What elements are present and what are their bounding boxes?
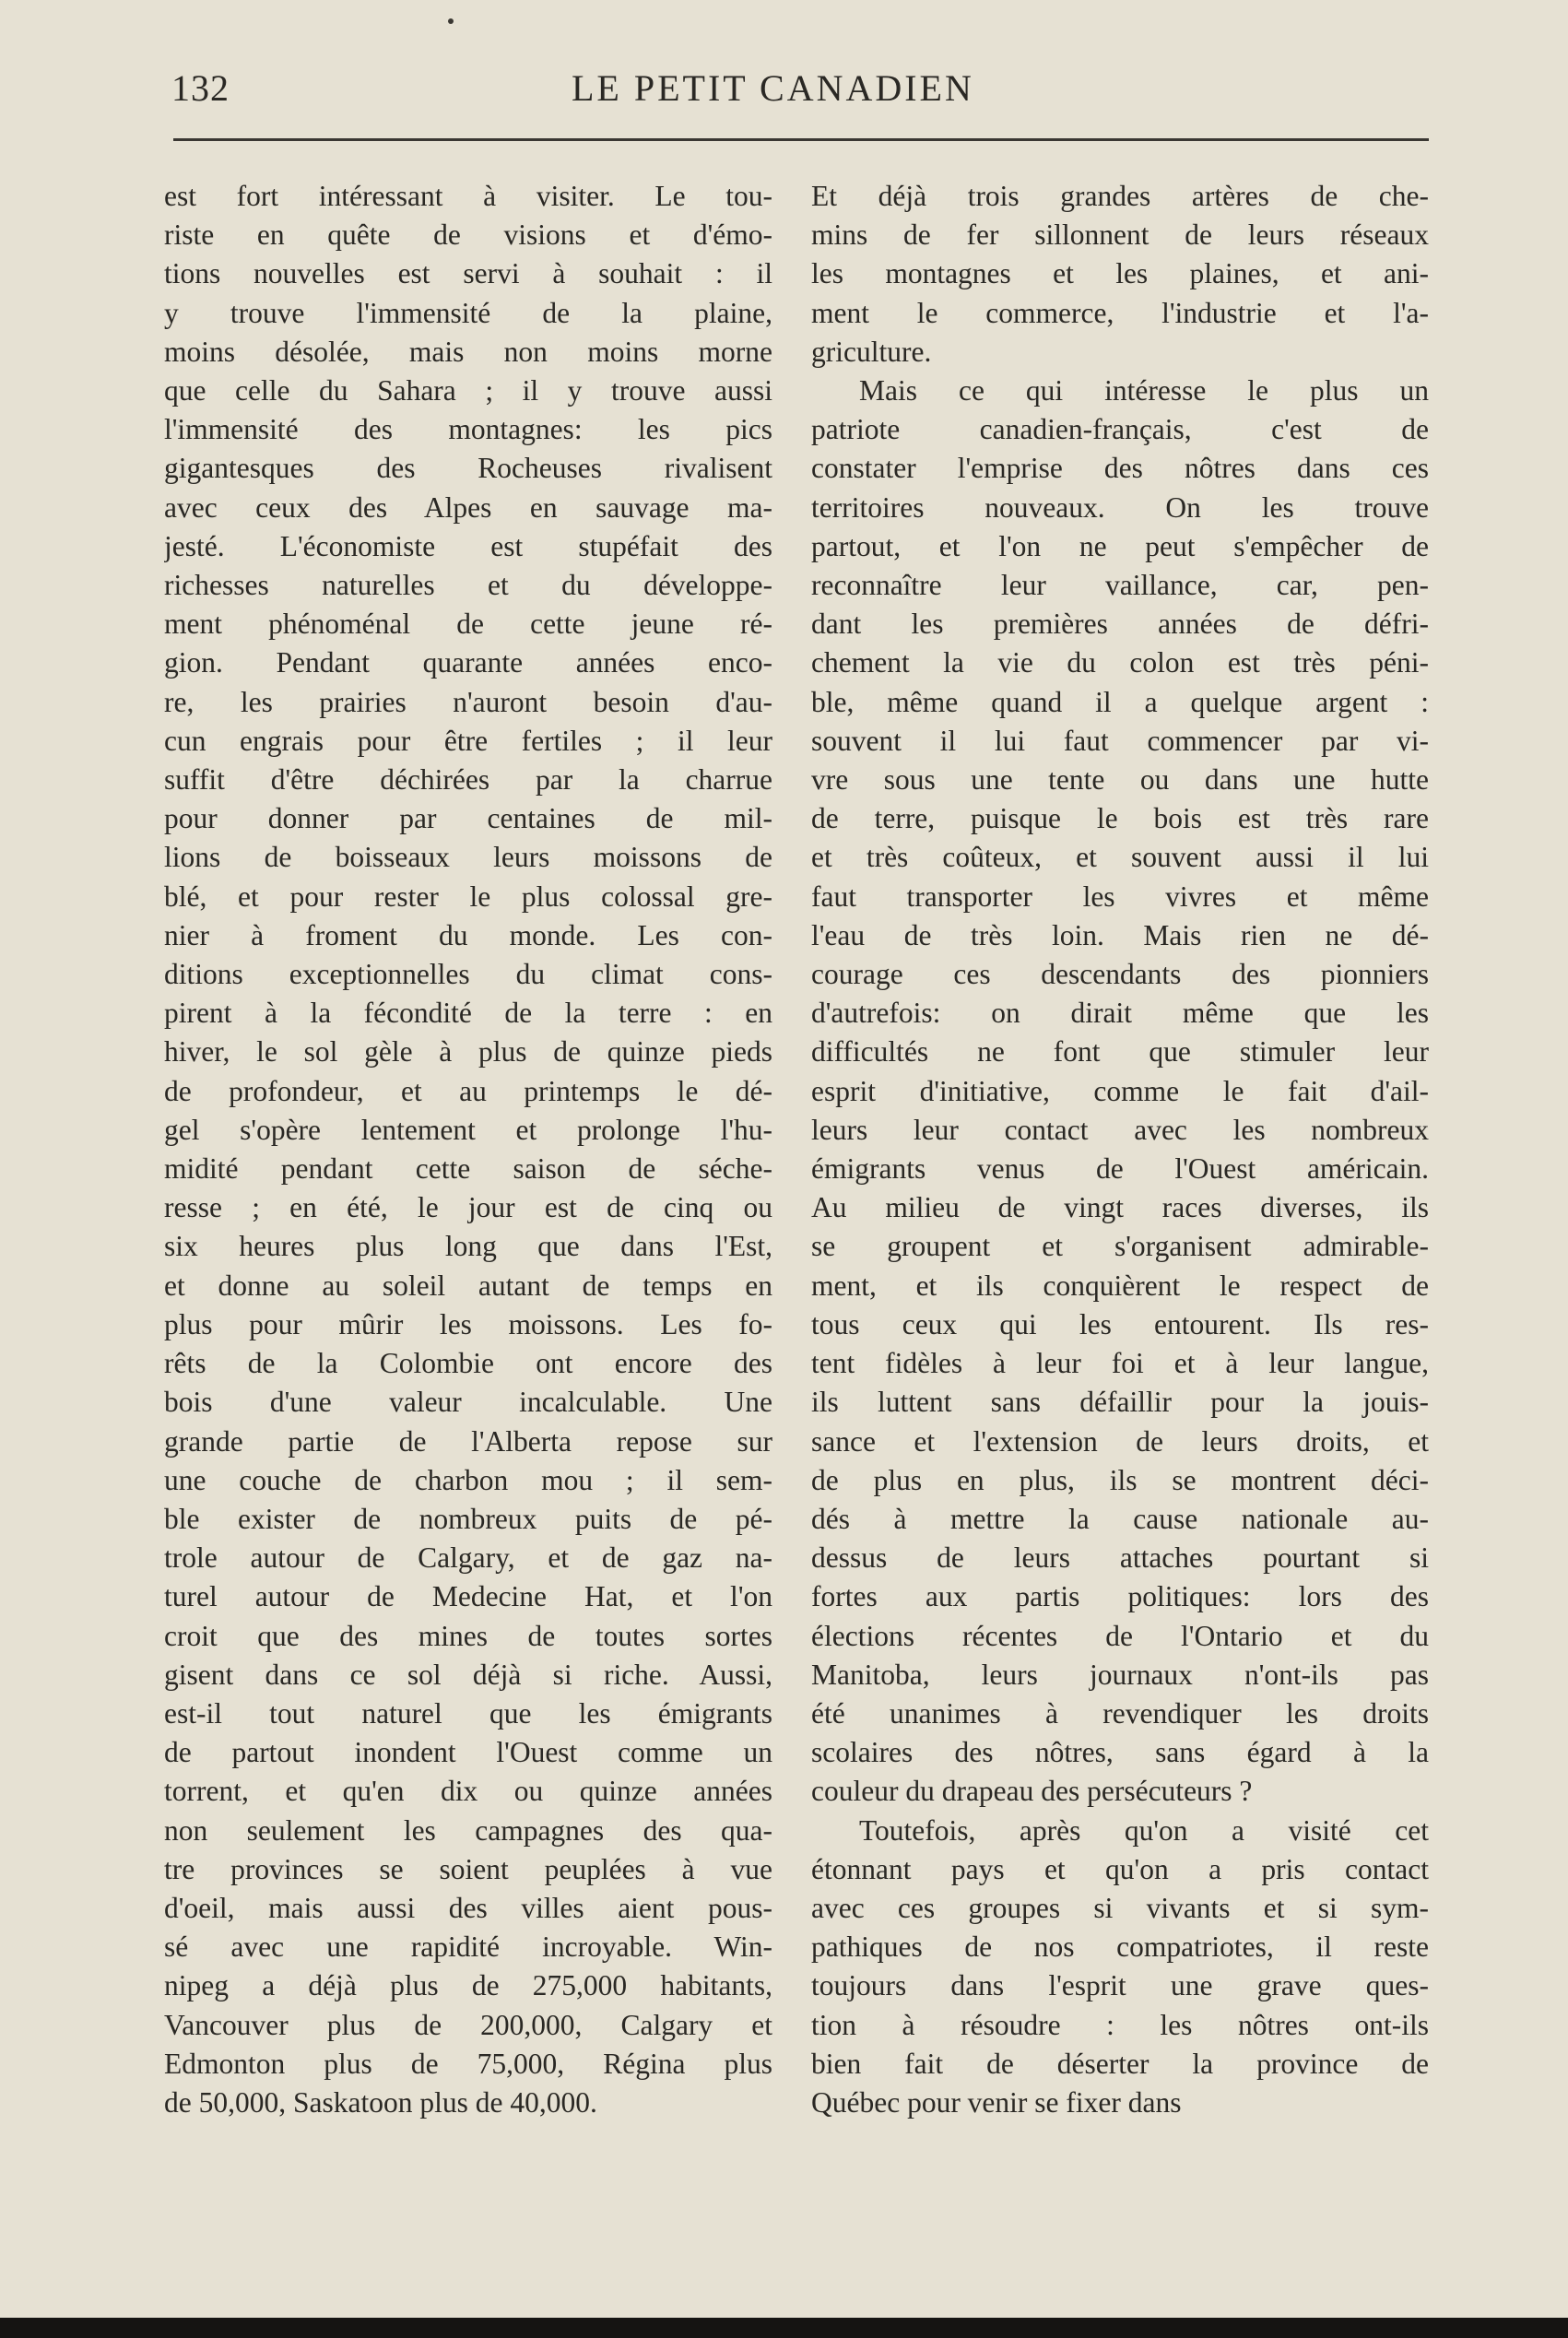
text-line: griculture. xyxy=(811,335,932,368)
text-line: fortes aux partis politiques: lors des xyxy=(811,1580,1429,1613)
text-line: et très coûteux, et souvent aussi il lui xyxy=(811,841,1429,874)
header-rule xyxy=(173,138,1429,141)
text-line: tre provinces se soient peuplées à vue xyxy=(164,1852,772,1885)
text-line: gisent dans ce sol déjà si riche. Aussi, xyxy=(164,1658,772,1691)
text-line: lions de boisseaux leurs moissons de xyxy=(164,841,772,874)
text-line: se groupent et s'organisent admirable- xyxy=(811,1230,1429,1263)
text-line: tion à résoudre : les nôtres ont-ils xyxy=(811,2008,1429,2041)
text-line: l'immensité des montagnes: les pics xyxy=(164,413,772,446)
text-line: trole autour de Calgary, et de gaz na- xyxy=(164,1541,772,1575)
text-line: patriote canadien-français, c'est de xyxy=(811,413,1429,446)
text-line: Mais ce qui intéresse le plus un xyxy=(859,374,1429,407)
text-line: non seulement les campagnes des qua- xyxy=(164,1813,772,1847)
text-line: sance et l'extension de leurs droits, et xyxy=(811,1424,1429,1458)
text-line: grande partie de l'Alberta repose sur xyxy=(164,1424,772,1458)
text-line: six heures plus long que dans l'Est, xyxy=(164,1230,772,1263)
text-line: bois d'une valeur incalculable. Une xyxy=(164,1386,772,1419)
text-line: tions nouvelles est servi à souhait : il xyxy=(164,257,772,290)
text-line: gel s'opère lentement et prolonge l'hu- xyxy=(164,1113,772,1146)
text-line: élections récentes de l'Ontario et du xyxy=(811,1619,1429,1652)
text-line: une couche de charbon mou ; il sem- xyxy=(164,1463,772,1496)
text-line: dant les premières années de défri- xyxy=(811,608,1429,641)
text-line: ble, même quand il a quelque argent : xyxy=(811,685,1429,718)
text-line: ment phénoménal de cette jeune ré- xyxy=(164,608,772,641)
text-line: dés à mettre la cause nationale au- xyxy=(811,1502,1429,1535)
text-line: est-il tout naturel que les émigrants xyxy=(164,1696,772,1730)
text-line: d'oeil, mais aussi des villes aient pous- xyxy=(164,1891,772,1924)
text-line: et donne au soleil autant de temps en xyxy=(164,1269,772,1302)
text-line: suffit d'être déchirées par la charrue xyxy=(164,763,772,797)
page-number: 132 xyxy=(171,67,230,109)
text-line: pathiques de nos compatriotes, il reste xyxy=(811,1931,1429,1964)
text-line: leurs leur contact avec les nombreux xyxy=(811,1113,1429,1146)
text-line: nier à froment du monde. Les con- xyxy=(164,918,772,951)
text-line: émigrants venus de l'Ouest américain. xyxy=(811,1152,1429,1186)
right-text-column xyxy=(811,177,1429,2122)
text-line: faut transporter les vivres et même xyxy=(811,880,1429,913)
text-line: ment, et ils conquièrent le respect de xyxy=(811,1269,1429,1302)
text-line: dessus de leurs attaches pourtant si xyxy=(811,1541,1429,1575)
running-title: LE PETIT CANADIEN xyxy=(572,67,974,109)
text-line: pirent à la fécondité de la terre : en xyxy=(164,997,772,1030)
text-line: ditions exceptionnelles du climat cons- xyxy=(164,958,772,991)
text-line: souvent il lui faut commencer par vi- xyxy=(811,724,1429,757)
text-line: gion. Pendant quarante années enco- xyxy=(164,646,772,679)
text-line: toujours dans l'esprit une grave ques- xyxy=(811,1969,1429,2002)
text-line: Edmonton plus de 75,000, Régina plus xyxy=(164,2047,772,2080)
text-line: torrent, et qu'en dix ou quinze années xyxy=(164,1775,772,1808)
text-line: ils luttent sans défaillir pour la jouis- xyxy=(811,1386,1429,1419)
text-line: hiver, le sol gèle à plus de quinze pieds xyxy=(164,1035,772,1069)
text-line: mins de fer sillonnent de leurs réseaux xyxy=(811,218,1429,252)
text-line: constater l'emprise des nôtres dans ces xyxy=(811,452,1429,485)
text-line: rêts de la Colombie ont encore des xyxy=(164,1347,772,1380)
text-line: nipeg a déjà plus de 275,000 habitants, xyxy=(164,1969,772,2002)
text-line: blé, et pour rester le plus colossal gre- xyxy=(164,880,772,913)
text-line: bien fait de déserter la province de xyxy=(811,2047,1429,2080)
text-line: richesses naturelles et du développe- xyxy=(164,569,772,602)
text-line: partout, et l'on ne peut s'empêcher de xyxy=(811,529,1429,562)
text-line: cun engrais pour être fertiles ; il leur xyxy=(164,724,772,757)
text-line: pour donner par centaines de mil- xyxy=(164,802,772,835)
text-line: resse ; en été, le jour est de cinq ou xyxy=(164,1191,772,1224)
text-line: scolaires des nôtres, sans égard à la xyxy=(811,1736,1429,1769)
text-line: couleur du drapeau des persécuteurs ? xyxy=(811,1775,1253,1808)
text-line: reconnaître leur vaillance, car, pen- xyxy=(811,569,1429,602)
text-line: Au milieu de vingt races diverses, ils xyxy=(811,1191,1429,1224)
text-line: été unanimes à revendiquer les droits xyxy=(811,1696,1429,1730)
text-line: étonnant pays et qu'on a pris contact xyxy=(811,1852,1429,1885)
text-line: difficultés ne font que stimuler leur xyxy=(811,1035,1429,1069)
text-line: avec ces groupes si vivants et si sym- xyxy=(811,1891,1429,1924)
text-line: de partout inondent l'Ouest comme un xyxy=(164,1736,772,1769)
text-line: tous ceux qui les entourent. Ils res- xyxy=(811,1307,1429,1340)
text-line: midité pendant cette saison de séche- xyxy=(164,1152,772,1186)
text-line: d'autrefois: on dirait même que les xyxy=(811,997,1429,1030)
text-line: jesté. L'économiste est stupéfait des xyxy=(164,529,772,562)
text-line: moins désolée, mais non moins morne xyxy=(164,335,772,368)
text-line: chement la vie du colon est très péni- xyxy=(811,646,1429,679)
text-line: que celle du Sahara ; il y trouve aussi xyxy=(164,374,772,407)
text-line: plus pour mûrir les moissons. Les fo- xyxy=(164,1307,772,1340)
text-line: sé avec une rapidité incroyable. Win- xyxy=(164,1931,772,1964)
text-line: esprit d'initiative, comme le fait d'ail- xyxy=(811,1074,1429,1107)
text-line: Toutefois, après qu'on a visité cet xyxy=(859,1813,1429,1847)
text-line: de plus en plus, ils se montrent déci- xyxy=(811,1463,1429,1496)
text-line: les montagnes et les plaines, et ani- xyxy=(811,257,1429,290)
text-line: turel autour de Medecine Hat, et l'on xyxy=(164,1580,772,1613)
text-line: Québec pour venir se fixer dans xyxy=(811,2085,1182,2119)
text-line: Manitoba, leurs journaux n'ont-ils pas xyxy=(811,1658,1429,1691)
text-line: vre sous une tente ou dans une hutte xyxy=(811,763,1429,797)
text-line: re, les prairies n'auront besoin d'au- xyxy=(164,685,772,718)
text-line: avec ceux des Alpes en sauvage ma- xyxy=(164,490,772,524)
text-line: l'eau de très loin. Mais rien ne dé- xyxy=(811,918,1429,951)
text-line: tent fidèles à leur foi et à leur langue, xyxy=(811,1347,1429,1380)
text-line: croit que des mines de toutes sortes xyxy=(164,1619,772,1652)
text-line: territoires nouveaux. On les trouve xyxy=(811,490,1429,524)
text-line: ble exister de nombreux puits de pé- xyxy=(164,1502,772,1535)
text-line: ment le commerce, l'industrie et l'a- xyxy=(811,296,1429,329)
text-line: courage ces descendants des pionniers xyxy=(811,958,1429,991)
text-line: de profondeur, et au printemps le dé- xyxy=(164,1074,772,1107)
text-line: riste en quête de visions et d'émo- xyxy=(164,218,772,252)
text-line: Et déjà trois grandes artères de che- xyxy=(811,180,1429,212)
text-line: de 50,000, Saskatoon plus de 40,000. xyxy=(164,2085,597,2119)
text-line: est fort intéressant à visiter. Le tou- xyxy=(164,180,772,212)
text-line: y trouve l'immensité de la plaine, xyxy=(164,296,772,329)
scan-edge xyxy=(0,2318,1568,2338)
text-line: gigantesques des Rocheuses rivalisent xyxy=(164,452,772,485)
ink-speck xyxy=(448,18,454,24)
text-line: de terre, puisque le bois est très rare xyxy=(811,802,1429,835)
text-line: Vancouver plus de 200,000, Calgary et xyxy=(164,2008,772,2041)
left-text-column xyxy=(164,177,772,2122)
